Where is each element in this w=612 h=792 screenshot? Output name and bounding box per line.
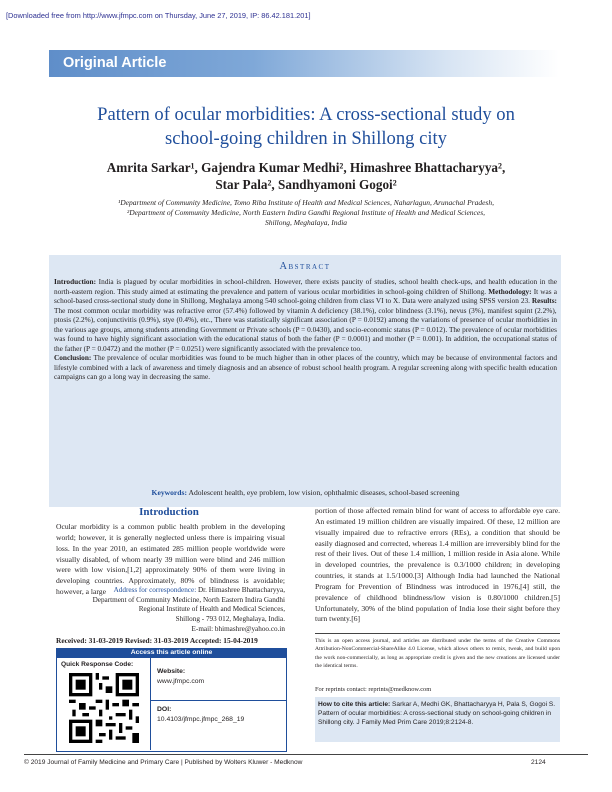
abstract-conclusion-label: Conclusion:: [54, 353, 92, 363]
doi-label: DOI:: [157, 706, 172, 713]
abstract-method-label: Methodology:: [488, 286, 532, 296]
title-line: Pattern of ocular morbidities: A cross-sectional study on: [97, 104, 515, 125]
abstract-heading: Abstract: [279, 261, 331, 272]
qr-code-label: Quick Response Code:: [61, 661, 134, 668]
download-notice: [Downloaded free from http://www.jfmpc.com on Thursday, June 27, 2019, IP: 86.42.181.201]: [6, 11, 311, 20]
access-divider: [150, 658, 151, 750]
title-line: school-going children in Shillong city: [165, 128, 447, 149]
footer-divider: [24, 754, 588, 755]
affiliation-line: ¹Department of Community Medicine, Tomo Riba Institute of Health and Medical Sciences, Naharlagun, Arunachal Pradesh,: [118, 198, 494, 207]
abstract-body: [54, 277, 557, 382]
affiliations: [40, 198, 572, 228]
reprints-contact: For reprints contact: reprints@medknow.com: [315, 686, 432, 693]
introduction-heading: Introduction: [139, 506, 199, 518]
article-type-label: Original Article: [63, 55, 167, 71]
abstract-intro-label: Introduction:: [54, 277, 97, 286]
citation-label: How to cite this article:: [318, 701, 391, 708]
license-text: This is an open access journal, and articles are distributed under the terms of the Creative Commons Attribution-NonCommercial-ShareAlike 4.0 License, which allows others to remix, tweak, and build upon the work non-commercially, as long as appropriate credit is given and the new creations are licensed under the identical terms.: [315, 638, 560, 670]
author-list: [40, 159, 572, 193]
affiliation-line: Shillong, Meghalaya, India: [264, 218, 348, 227]
access-heading: Access this article online: [56, 648, 287, 658]
abstract-results-text: The most common ocular morbidity was refractive error (57.4%) followed by vitamin A deficiency (38.1%), color blindness (3.1%), nevus (3%), manifest squint (2.2%), ptosis (2.2%), conjunctivitis (0.9%), stye (0.4%), etc., There was statistically significant association (P = 0.0192) among the variations of presence of ocular morbidities in the various age groups, among students attending Government or Private schools (P = 0.0430), and socio-economic status (P = 0.012). The prevalence of ocular morbidities was found to have highly significant association with the educational status of both the father (P = 0.0001) and mother (P = 0.001). In addition, the occupational status of the father (P = 0.0472) and the mother (P = 0.0251) were significantly associated with the prevalence too.: [54, 305, 557, 353]
publication-dates: Received: 31-03-2019 Revised: 31-03-2019 Accepted: 15-04-2019: [56, 636, 258, 645]
qr-code-icon: [69, 673, 139, 743]
keywords-text: Adolescent health, eye problem, low vision, ophthalmic diseases, school-based screening: [186, 488, 460, 497]
abstract-conclusion-text: The prevalence of ocular morbidities was found to be much higher than in other places of the country, which may be because of environmental factors and lifestyle combined with a lack of awareness and timely diagnosis and an absence of robust school health program. A regular screening along with specific health education campaigns can go a long way in decreasing the same.: [54, 353, 557, 382]
abstract-results-label: Results:: [531, 296, 557, 306]
abstract-intro-text: India is plagued by ocular morbidities in school-children. However, there exists paucity of studies, school health check-ups, and health education in the north-eastern region. This study aimed at estimating the prevalence and pattern of various ocular morbidities in school-going children of Shillong.: [54, 277, 557, 296]
abstract-method-text: It was a school-based cross-sectional study done in Shillong, Meghalaya among 540 school-going children from class VI to X. Data were analyzed using SPSS version 23.: [54, 286, 557, 306]
correspondence-line: Department of Community Medicine, North Eastern Indira Gandhi: [92, 595, 285, 604]
correspondence-line: Shillong - 793 012, Meghalaya, India.: [175, 615, 285, 624]
authors-line: Star Pala², Sandhyamoni Gogoi²: [215, 177, 397, 192]
doi-link[interactable]: 10.4103/jfmpc.jfmpc_268_19: [157, 716, 245, 723]
correspondence-name: Dr. Himashree Bhattacharyya,: [196, 586, 285, 594]
footer-copyright: © 2019 Journal of Family Medicine and Primary Care | Published by Wolters Kluwer - Medknow: [24, 759, 303, 766]
article-title: [40, 103, 572, 151]
citation-text: [318, 701, 558, 728]
introduction-left-column: Ocular morbidity is a common public health problem in the developing world; however, it is generally neglected unless there is impairing visual loss. In the year 2010, an estimated 285 million people worldwide were visually disabled, of whom nearly 39 million were blind and 246 million were with low vision,[1,2] approximately 90% of them were living in developing countries. Approximately, 80% of blindness is avoidable; however, a large: [56, 522, 285, 597]
authors-line: Amrita Sarkar¹, Gajendra Kumar Medhi², Himashree Bhattacharyya²,: [106, 160, 506, 175]
correspondence-line: Regional Institute of Health and Medical Sciences,: [138, 605, 285, 614]
introduction-right-column: portion of those affected remain blind for want of access to affordable eye care. An estimated 19 million children are visually impaired. Of these, 12 million are visually impaired due to refractive errors (REs), a condition that should be easily diagnosed and corrected, whereas 1.4 million are irreversibly blind for the rest of their lives. Out of these 1.4 million, 1 million reside in Asia alone. While in developed countries, the prevalence is 0.3/1000 children; in developing countries, it stands at 1.5/1000.[3] Although India had launched the National Program for Prevention of Blindness was introduced in 1976,[4] still, the prevalence of childhood blindness/low vision is 0.80/1000 children.[5] Unfortunately, 30% of the blind population of India lose their sight before they turn twenty.[6]: [315, 506, 560, 624]
website-link[interactable]: www.jfmpc.com: [157, 678, 205, 685]
website-label: Website:: [157, 668, 186, 675]
affiliation-line: ²Department of Community Medicine, North Eastern Indira Gandhi Regional Institute of Health and Medical Sciences,: [126, 208, 486, 217]
citation-body: Sarkar A, Medhi GK, Bhattacharyya H, Pala S, Gogoi S. Pattern of ocular morbidities: A cross-sectional study on school-going children in Shillong city. J Family Med Prim Care 2019;8:2124-8.: [318, 701, 556, 726]
correspondence-email: E-mail: bhimashre@yahoo.co.in: [191, 624, 285, 633]
license-divider: [315, 633, 560, 634]
correspondence-label: Address for correspondence:: [113, 586, 197, 594]
page-number: 2124: [531, 759, 546, 766]
access-divider: [150, 700, 287, 701]
keywords-label: Keywords:: [151, 488, 187, 497]
correspondence-block: [56, 586, 285, 635]
keywords: [54, 488, 557, 497]
